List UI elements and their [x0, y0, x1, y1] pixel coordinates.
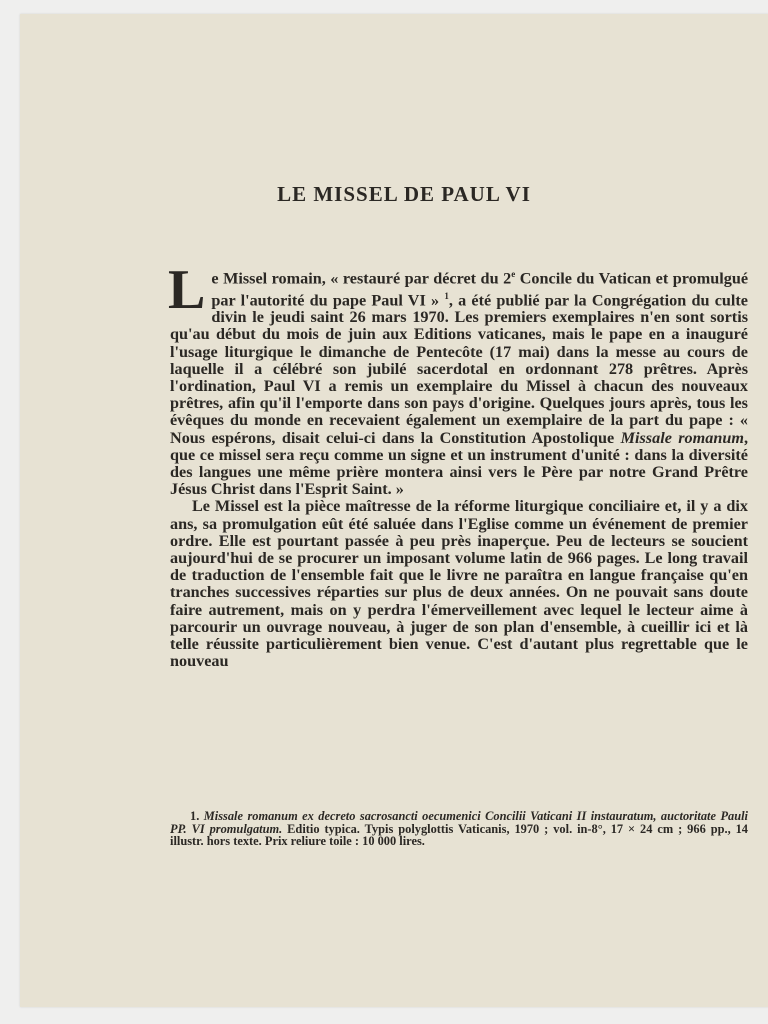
footnote-ref: 1 — [444, 290, 449, 301]
drop-cap: L — [168, 259, 206, 321]
scanned-page — [20, 14, 768, 1007]
footnote-title: Missale romanum ex decreto sacrosancti oecumenici Concilii Vaticani II instauratum, auctoritate Pauli PP. VI promulgatum. — [170, 809, 748, 836]
page-title: LE MISSEL DE PAUL VI — [277, 182, 531, 206]
footnote-text: Editio typica. Typis polyglottis Vaticanis, 1970 ; vol. in-8°, 17 × 24 cm ; 966 pp., 14 illustr. hors texte. Prix reliure toile : 10 000 lires. — [170, 821, 748, 849]
paragraph-1: Le Missel romain, « restauré par décret du 2e Concile du Vatican et promulgué par l'autorité du pape Paul VI » $^1$, a été publié par la Congrégation du culte divin le jeudi saint 26 mars 1970. Les premiers exemplaires n'en sont sortis qu'au début du mois de juin aux Editions vaticanes, mais le pape en a inauguré l'usage liturgique le dimanche de Pentecôte (17 mai) dans la messe au cours de laquelle il a célébré son jubilé sacerdotal en ordonnant 278 prêtres. Après l'ordination, Paul VI a remis un exemplaire du Missel à chacun des nouveaux prêtres, afin qu'il l'emporte dans son pays d'origine. Quelques jours après, tous les évêques du monde en recevaient également un exemplaire de la part du pape : « Nous espérons, disait celui-ci dans la Constitution Apostolique Missale romanum, que ce missel sera reçu comme un signe et un instrument d'unité : dans la diversité des langues une même prière montera ainsi vers le Père par notre Grand Prêtre Jésus Christ dans l'Esprit Saint. » — [168, 259, 749, 499]
footnote — [170, 810, 748, 848]
missale-romanum-italic: Missale romanum — [620, 428, 744, 447]
article-body — [168, 259, 749, 671]
footnote-number: 1. — [190, 809, 200, 823]
paragraph-2: Le Missel est la pièce maîtresse de la réforme liturgique conciliaire et, il y a dix ans, sa promulgation eût été saluée dans l'Eglise comme un événement de premier ordre. Elle est pourtant passée à peu près inaperçue. Peu de lecteurs se soucient aujourd'hui de se procurer un imposant volume latin de 966 pages. Le long travail de traduction de l'ensemble fait que le livre ne paraîtra en langue française qu'en tranches successives réparties sur plus de deux années. On ne pouvait sans doute faire autrement, mais on y perdra l'émerveillement avec lequel le lecteur aime à parcourir un ouvrage nouveau, à juger de son plan d'ensemble, à cueillir ici et là telle réussite particulièrement bien venue. C'est d'autant plus regrettable que le nouveau — [170, 497, 748, 671]
